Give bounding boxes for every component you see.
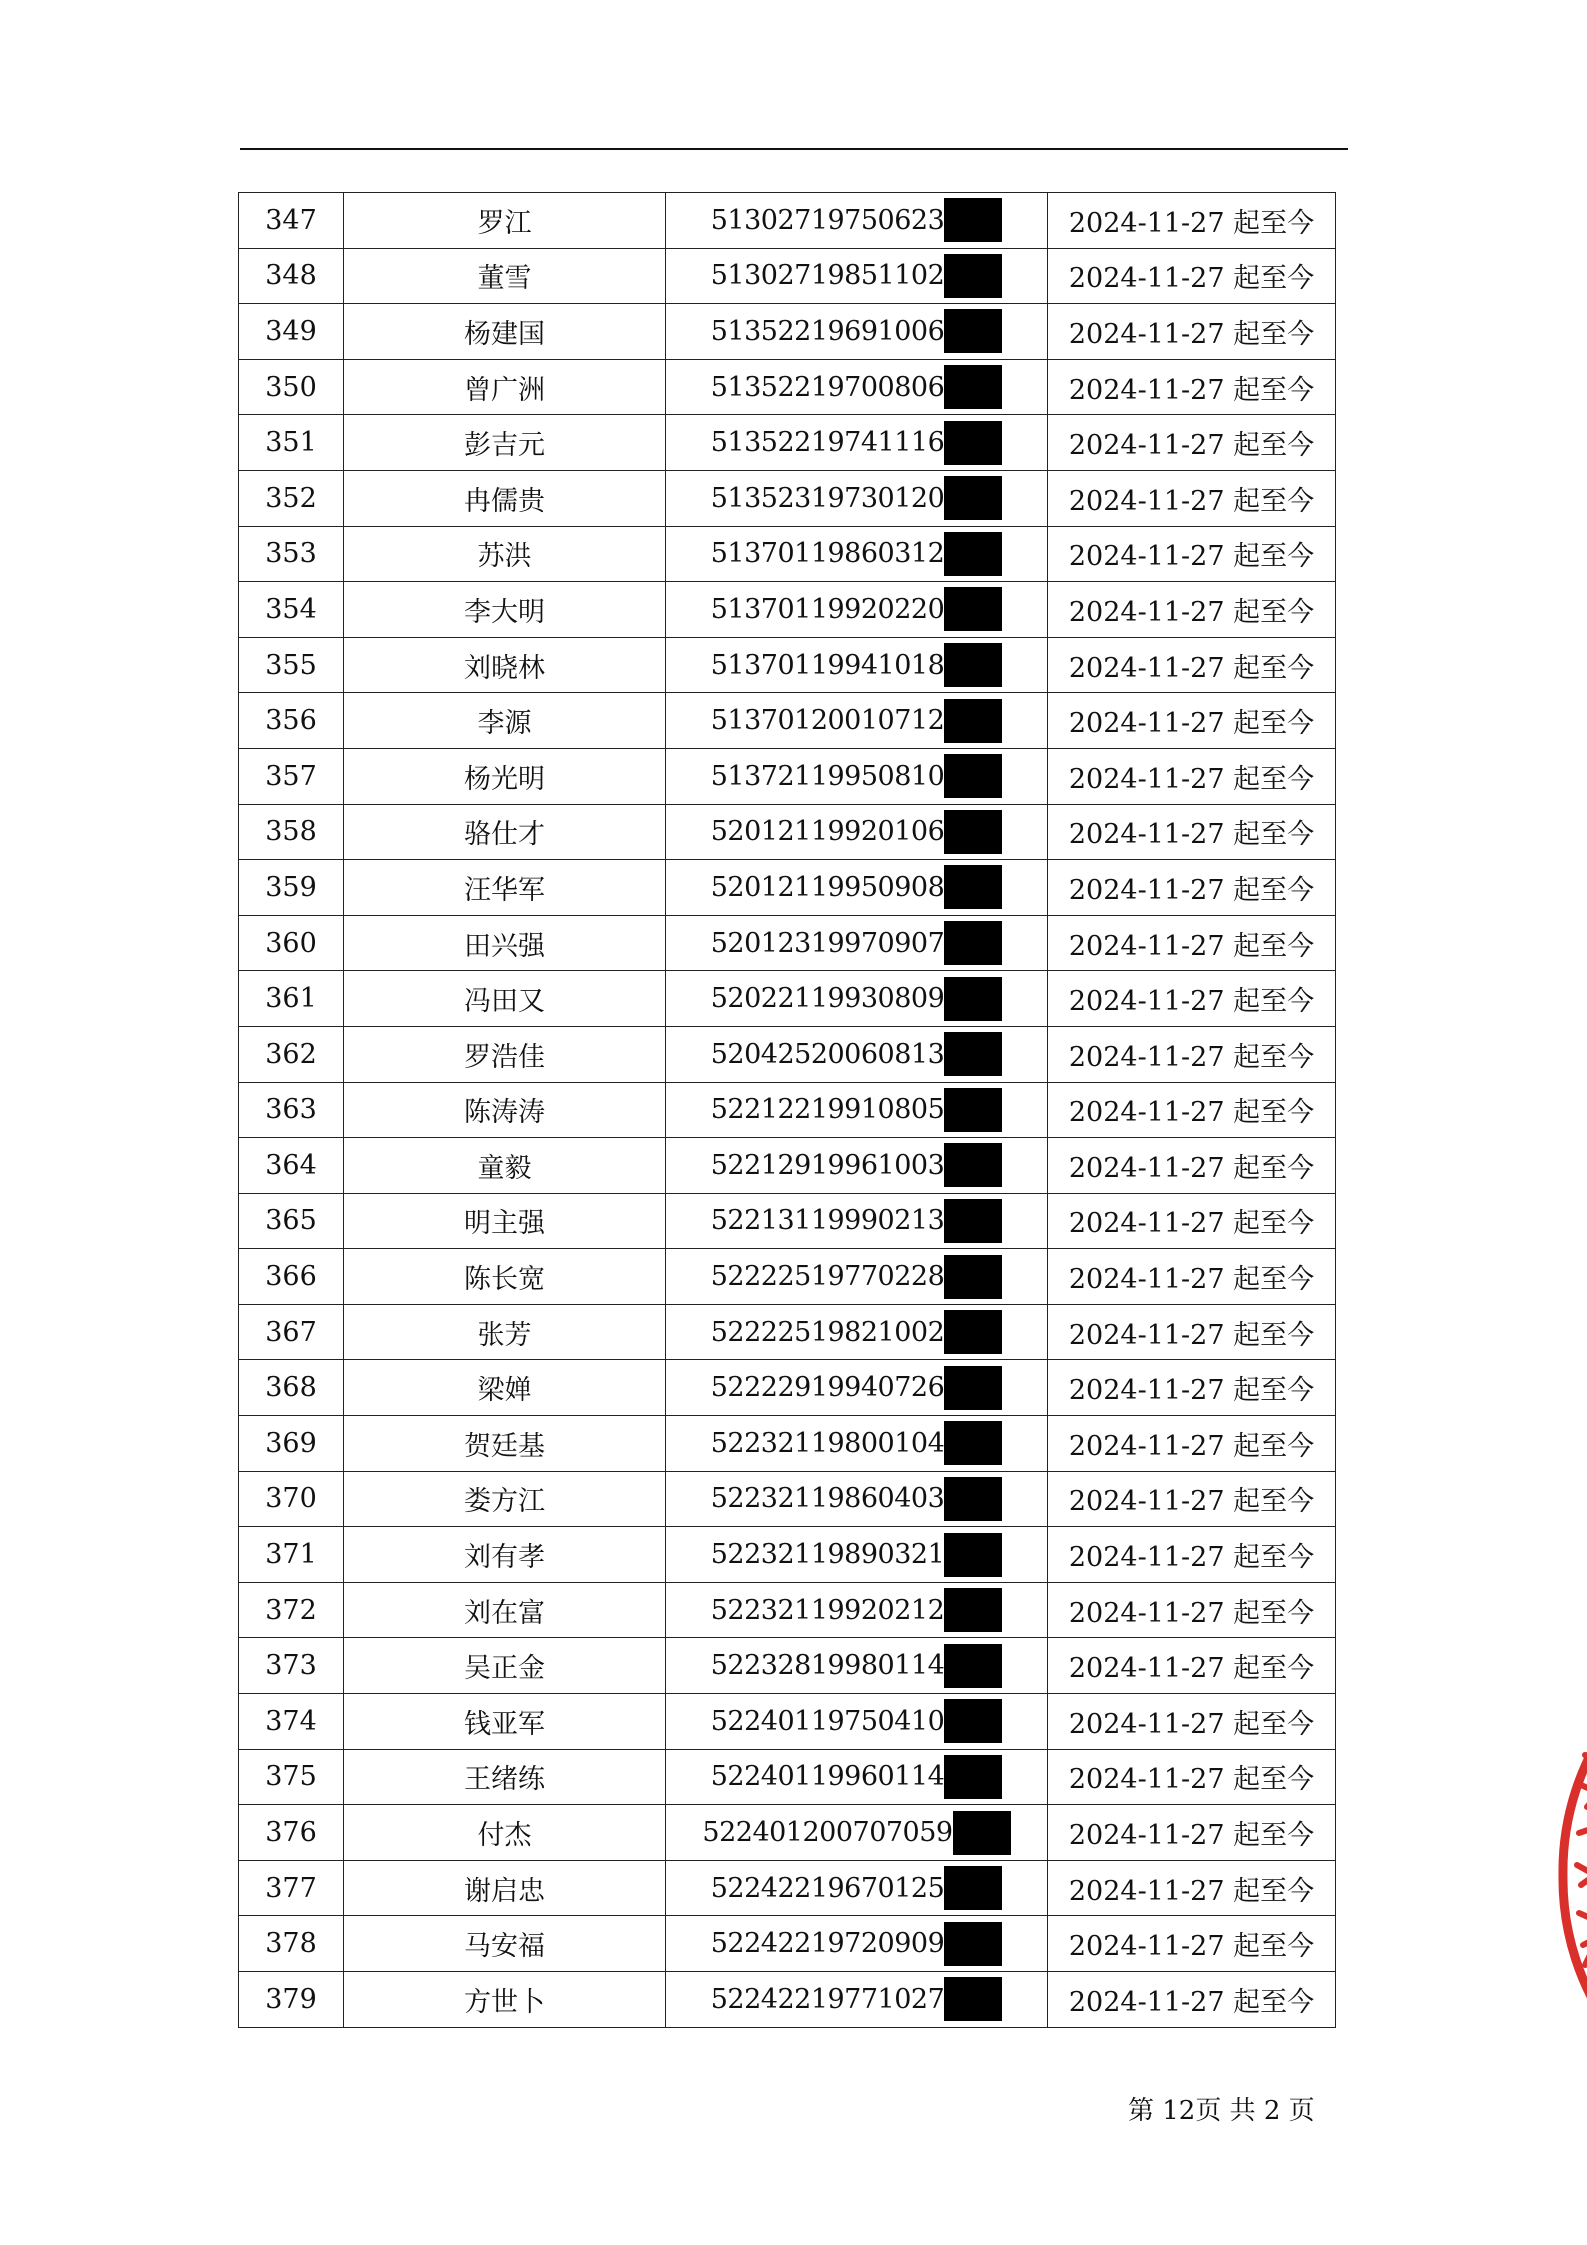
person-name-cell: 谢启忠 (344, 1860, 666, 1916)
id-number-wrap (711, 365, 1003, 409)
id-number-wrap (711, 1032, 1003, 1076)
id-number-cell (666, 860, 1048, 916)
serial-number-cell: 353 (239, 526, 344, 582)
id-number-cell (666, 1749, 1048, 1805)
id-number-wrap (711, 254, 1003, 298)
id-number-visible-digits: 52042520060813 (710, 1038, 945, 1070)
redaction-block (944, 1088, 1002, 1132)
period-cell: 2024-11-27 起至今 (1048, 637, 1336, 693)
redaction-block (944, 532, 1002, 576)
person-name-cell: 董雪 (344, 248, 666, 304)
serial-number-cell: 373 (239, 1638, 344, 1694)
serial-number-cell: 363 (239, 1082, 344, 1138)
id-number-visible-digits: 52212919961003 (710, 1149, 945, 1181)
redaction-block (944, 1477, 1002, 1521)
person-name-cell: 汪华军 (344, 860, 666, 916)
id-number-wrap (711, 1421, 1003, 1465)
redaction-block (944, 1866, 1002, 1910)
id-number-visible-digits: 51352319730120 (710, 482, 945, 514)
id-number-visible-digits: 51352219700806 (710, 371, 945, 403)
id-number-visible-digits: 52222519821002 (710, 1316, 945, 1348)
table-row (239, 1193, 1336, 1249)
id-number-cell (666, 193, 1048, 249)
table-row (239, 804, 1336, 860)
table-row (239, 1638, 1336, 1694)
id-number-cell (666, 582, 1048, 638)
redaction-block (953, 1811, 1011, 1855)
id-number-cell (666, 1972, 1048, 2028)
id-number-cell (666, 248, 1048, 304)
id-number-wrap (711, 977, 1003, 1021)
serial-number-cell: 376 (239, 1805, 344, 1861)
id-number-wrap (711, 1699, 1003, 1743)
table-row (239, 1749, 1336, 1805)
redaction-block (944, 1255, 1002, 1299)
id-number-visible-digits: 52240119960114 (710, 1761, 945, 1793)
id-number-visible-digits: 51352219741116 (710, 427, 945, 459)
redaction-block (944, 587, 1002, 631)
period-cell: 2024-11-27 起至今 (1048, 1138, 1336, 1194)
id-number-cell (666, 1582, 1048, 1638)
table-row (239, 1082, 1336, 1138)
id-number-visible-digits: 51370119920220 (710, 593, 945, 625)
table-row (239, 1304, 1336, 1360)
table-row (239, 359, 1336, 415)
period-cell: 2024-11-27 起至今 (1048, 1805, 1336, 1861)
redaction-block (944, 1310, 1002, 1354)
id-number-visible-digits: 52222519770228 (710, 1261, 945, 1293)
period-cell: 2024-11-27 起至今 (1048, 1082, 1336, 1138)
person-name-cell: 罗浩佳 (344, 1026, 666, 1082)
person-name-cell: 李大明 (344, 582, 666, 638)
person-name-cell: 刘有孝 (344, 1527, 666, 1583)
id-number-cell (666, 1193, 1048, 1249)
roster-table-body (239, 193, 1336, 2028)
id-number-cell (666, 1360, 1048, 1416)
id-number-visible-digits: 52232819980114 (710, 1650, 945, 1682)
period-cell: 2024-11-27 起至今 (1048, 1916, 1336, 1972)
id-number-visible-digits: 51302719851102 (710, 260, 945, 292)
id-number-wrap (711, 1977, 1003, 2021)
id-number-visible-digits: 52232119860403 (710, 1483, 945, 1515)
id-number-cell (666, 1304, 1048, 1360)
serial-number-cell: 371 (239, 1527, 344, 1583)
id-number-wrap (711, 476, 1003, 520)
period-cell: 2024-11-27 起至今 (1048, 248, 1336, 304)
period-cell: 2024-11-27 起至今 (1048, 1360, 1336, 1416)
redaction-block (944, 1699, 1002, 1743)
id-number-visible-digits: 522401200707059 (702, 1817, 953, 1849)
person-name-cell: 田兴强 (344, 915, 666, 971)
table-row (239, 470, 1336, 526)
serial-number-cell: 349 (239, 304, 344, 360)
person-name-cell: 陈涛涛 (344, 1082, 666, 1138)
person-name-cell: 杨光明 (344, 748, 666, 804)
person-name-cell: 方世卜 (344, 1972, 666, 2028)
official-seal-fragment (1555, 1715, 1587, 2035)
id-number-visible-digits: 51302719750623 (710, 204, 945, 236)
serial-number-cell: 347 (239, 193, 344, 249)
table-row (239, 248, 1336, 304)
table-row (239, 415, 1336, 471)
id-number-cell (666, 1416, 1048, 1472)
id-number-visible-digits: 51370119860312 (710, 538, 945, 570)
id-number-visible-digits: 52213119990213 (710, 1205, 945, 1237)
period-cell: 2024-11-27 起至今 (1048, 693, 1336, 749)
id-number-cell (666, 1694, 1048, 1750)
table-row (239, 304, 1336, 360)
id-number-cell (666, 1527, 1048, 1583)
table-row (239, 1249, 1336, 1305)
serial-number-cell: 356 (239, 693, 344, 749)
table-row (239, 1138, 1336, 1194)
id-number-wrap (711, 921, 1003, 965)
id-number-wrap (711, 1644, 1003, 1688)
person-name-cell: 李源 (344, 693, 666, 749)
id-number-wrap (711, 198, 1003, 242)
person-name-cell: 梁婵 (344, 1360, 666, 1416)
id-number-cell (666, 693, 1048, 749)
id-number-wrap (711, 1088, 1003, 1132)
period-cell: 2024-11-27 起至今 (1048, 1860, 1336, 1916)
table-row (239, 526, 1336, 582)
person-name-cell: 刘在富 (344, 1582, 666, 1638)
id-number-visible-digits: 52232119800104 (710, 1427, 945, 1459)
serial-number-cell: 369 (239, 1416, 344, 1472)
person-name-cell: 冉儒贵 (344, 470, 666, 526)
serial-number-cell: 366 (239, 1249, 344, 1305)
table-row (239, 1972, 1336, 2028)
redaction-block (944, 810, 1002, 854)
id-number-visible-digits: 51370120010712 (710, 705, 945, 737)
id-number-cell (666, 526, 1048, 582)
person-name-cell: 曾广洲 (344, 359, 666, 415)
person-name-cell: 刘晓林 (344, 637, 666, 693)
table-row (239, 1582, 1336, 1638)
period-cell: 2024-11-27 起至今 (1048, 1527, 1336, 1583)
id-number-wrap (711, 309, 1003, 353)
period-cell: 2024-11-27 起至今 (1048, 193, 1336, 249)
serial-number-cell: 360 (239, 915, 344, 971)
period-cell: 2024-11-27 起至今 (1048, 304, 1336, 360)
serial-number-cell: 359 (239, 860, 344, 916)
id-number-visible-digits: 51372119950810 (710, 760, 945, 792)
id-number-visible-digits: 52222919940726 (710, 1372, 945, 1404)
table-row (239, 915, 1336, 971)
period-cell: 2024-11-27 起至今 (1048, 1304, 1336, 1360)
id-number-wrap (711, 1533, 1003, 1577)
table-row (239, 860, 1336, 916)
serial-number-cell: 375 (239, 1749, 344, 1805)
period-cell: 2024-11-27 起至今 (1048, 1638, 1336, 1694)
redaction-block (944, 699, 1002, 743)
serial-number-cell: 355 (239, 637, 344, 693)
period-cell: 2024-11-27 起至今 (1048, 1972, 1336, 2028)
id-number-cell (666, 1860, 1048, 1916)
table-row (239, 1026, 1336, 1082)
page-number: 第 12页 共 2 页 (1128, 2096, 1315, 2126)
redaction-block (944, 254, 1002, 298)
redaction-block (944, 1922, 1002, 1966)
id-number-visible-digits: 52012319970907 (710, 927, 945, 959)
redaction-block (944, 421, 1002, 465)
period-cell: 2024-11-27 起至今 (1048, 1249, 1336, 1305)
table-row (239, 1360, 1336, 1416)
id-number-wrap (711, 1477, 1003, 1521)
table-row (239, 637, 1336, 693)
person-name-cell: 彭吉元 (344, 415, 666, 471)
roster-table (238, 192, 1336, 2028)
serial-number-cell: 350 (239, 359, 344, 415)
period-cell: 2024-11-27 起至今 (1048, 582, 1336, 638)
redaction-block (944, 1199, 1002, 1243)
period-cell: 2024-11-27 起至今 (1048, 971, 1336, 1027)
redaction-block (944, 1533, 1002, 1577)
id-number-cell (666, 415, 1048, 471)
table-row (239, 582, 1336, 638)
table-row (239, 1471, 1336, 1527)
table-row (239, 748, 1336, 804)
id-number-wrap (711, 532, 1003, 576)
person-name-cell: 骆仕才 (344, 804, 666, 860)
table-row (239, 1694, 1336, 1750)
table-row (239, 1805, 1336, 1861)
redaction-block (944, 1143, 1002, 1187)
serial-number-cell: 352 (239, 470, 344, 526)
id-number-visible-digits: 51352219691006 (710, 315, 945, 347)
person-name-cell: 苏洪 (344, 526, 666, 582)
person-name-cell: 王绪练 (344, 1749, 666, 1805)
table-row (239, 971, 1336, 1027)
id-number-wrap (711, 865, 1003, 909)
serial-number-cell: 378 (239, 1916, 344, 1972)
id-number-visible-digits: 52012119920106 (710, 816, 945, 848)
period-cell: 2024-11-27 起至今 (1048, 1582, 1336, 1638)
id-number-cell (666, 915, 1048, 971)
id-number-cell (666, 804, 1048, 860)
period-cell: 2024-11-27 起至今 (1048, 359, 1336, 415)
person-name-cell: 罗江 (344, 193, 666, 249)
redaction-block (944, 1977, 1002, 2021)
id-number-cell (666, 748, 1048, 804)
person-name-cell: 陈长宽 (344, 1249, 666, 1305)
id-number-wrap (702, 1811, 1010, 1855)
table-row (239, 1860, 1336, 1916)
serial-number-cell: 354 (239, 582, 344, 638)
table-row (239, 1416, 1336, 1472)
id-number-cell (666, 1471, 1048, 1527)
id-number-visible-digits: 52242219720909 (710, 1928, 945, 1960)
redaction-block (944, 309, 1002, 353)
id-number-cell (666, 1138, 1048, 1194)
period-cell: 2024-11-27 起至今 (1048, 1471, 1336, 1527)
redaction-block (944, 1366, 1002, 1410)
redaction-block (944, 977, 1002, 1021)
redaction-block (944, 1644, 1002, 1688)
period-cell: 2024-11-27 起至今 (1048, 415, 1336, 471)
redaction-block (944, 1421, 1002, 1465)
id-number-wrap (711, 587, 1003, 631)
id-number-visible-digits: 52242219670125 (710, 1872, 945, 1904)
id-number-visible-digits: 52240119750410 (710, 1705, 945, 1737)
redaction-block (944, 643, 1002, 687)
id-number-wrap (711, 699, 1003, 743)
period-cell: 2024-11-27 起至今 (1048, 804, 1336, 860)
serial-number-cell: 361 (239, 971, 344, 1027)
person-name-cell: 吴正金 (344, 1638, 666, 1694)
id-number-wrap (711, 1143, 1003, 1187)
id-number-cell (666, 1916, 1048, 1972)
id-number-cell (666, 1805, 1048, 1861)
id-number-wrap (711, 421, 1003, 465)
person-name-cell: 冯田又 (344, 971, 666, 1027)
period-cell: 2024-11-27 起至今 (1048, 748, 1336, 804)
id-number-wrap (711, 1588, 1003, 1632)
serial-number-cell: 367 (239, 1304, 344, 1360)
redaction-block (944, 754, 1002, 798)
serial-number-cell: 368 (239, 1360, 344, 1416)
id-number-cell (666, 1249, 1048, 1305)
id-number-wrap (711, 1755, 1003, 1799)
id-number-wrap (711, 810, 1003, 854)
id-number-visible-digits: 52012119950908 (710, 871, 945, 903)
id-number-visible-digits: 52212219910805 (710, 1094, 945, 1126)
redaction-block (944, 365, 1002, 409)
serial-number-cell: 377 (239, 1860, 344, 1916)
period-cell: 2024-11-27 起至今 (1048, 1026, 1336, 1082)
id-number-cell (666, 1082, 1048, 1138)
period-cell: 2024-11-27 起至今 (1048, 1193, 1336, 1249)
person-name-cell: 张芳 (344, 1304, 666, 1360)
person-name-cell: 杨建国 (344, 304, 666, 360)
id-number-visible-digits: 52242219771027 (710, 1983, 945, 2015)
period-cell: 2024-11-27 起至今 (1048, 526, 1336, 582)
period-cell: 2024-11-27 起至今 (1048, 1416, 1336, 1472)
person-name-cell: 付杰 (344, 1805, 666, 1861)
period-cell: 2024-11-27 起至今 (1048, 1694, 1336, 1750)
serial-number-cell: 362 (239, 1026, 344, 1082)
redaction-block (944, 921, 1002, 965)
table-row (239, 193, 1336, 249)
table-row (239, 1916, 1336, 1972)
person-name-cell: 明主强 (344, 1193, 666, 1249)
id-number-cell (666, 470, 1048, 526)
id-number-cell (666, 304, 1048, 360)
person-name-cell: 童毅 (344, 1138, 666, 1194)
redaction-block (944, 865, 1002, 909)
person-name-cell: 贺廷基 (344, 1416, 666, 1472)
serial-number-cell: 348 (239, 248, 344, 304)
id-number-cell (666, 1026, 1048, 1082)
redaction-block (944, 1032, 1002, 1076)
serial-number-cell: 364 (239, 1138, 344, 1194)
id-number-wrap (711, 643, 1003, 687)
period-cell: 2024-11-27 起至今 (1048, 915, 1336, 971)
person-name-cell: 钱亚军 (344, 1694, 666, 1750)
period-cell: 2024-11-27 起至今 (1048, 470, 1336, 526)
id-number-visible-digits: 52022119930809 (710, 983, 945, 1015)
serial-number-cell: 370 (239, 1471, 344, 1527)
serial-number-cell: 365 (239, 1193, 344, 1249)
id-number-cell (666, 971, 1048, 1027)
period-cell: 2024-11-27 起至今 (1048, 1749, 1336, 1805)
redaction-block (944, 476, 1002, 520)
period-cell: 2024-11-27 起至今 (1048, 860, 1336, 916)
id-number-wrap (711, 754, 1003, 798)
serial-number-cell: 358 (239, 804, 344, 860)
id-number-cell (666, 359, 1048, 415)
id-number-cell (666, 637, 1048, 693)
serial-number-cell: 351 (239, 415, 344, 471)
header-rule (240, 148, 1348, 150)
id-number-wrap (711, 1310, 1003, 1354)
id-number-wrap (711, 1255, 1003, 1299)
id-number-cell (666, 1638, 1048, 1694)
id-number-visible-digits: 52232119920212 (710, 1594, 945, 1626)
serial-number-cell: 372 (239, 1582, 344, 1638)
id-number-wrap (711, 1866, 1003, 1910)
seal-icon (1555, 1715, 1587, 2035)
id-number-wrap (711, 1199, 1003, 1243)
table-row (239, 693, 1336, 749)
id-number-visible-digits: 52232119890321 (710, 1539, 945, 1571)
redaction-block (944, 198, 1002, 242)
serial-number-cell: 379 (239, 1972, 344, 2028)
id-number-visible-digits: 51370119941018 (710, 649, 945, 681)
redaction-block (944, 1588, 1002, 1632)
redaction-block (944, 1755, 1002, 1799)
table-row (239, 1527, 1336, 1583)
id-number-wrap (711, 1922, 1003, 1966)
serial-number-cell: 357 (239, 748, 344, 804)
serial-number-cell: 374 (239, 1694, 344, 1750)
id-number-wrap (711, 1366, 1003, 1410)
person-name-cell: 娄方江 (344, 1471, 666, 1527)
person-name-cell: 马安福 (344, 1916, 666, 1972)
